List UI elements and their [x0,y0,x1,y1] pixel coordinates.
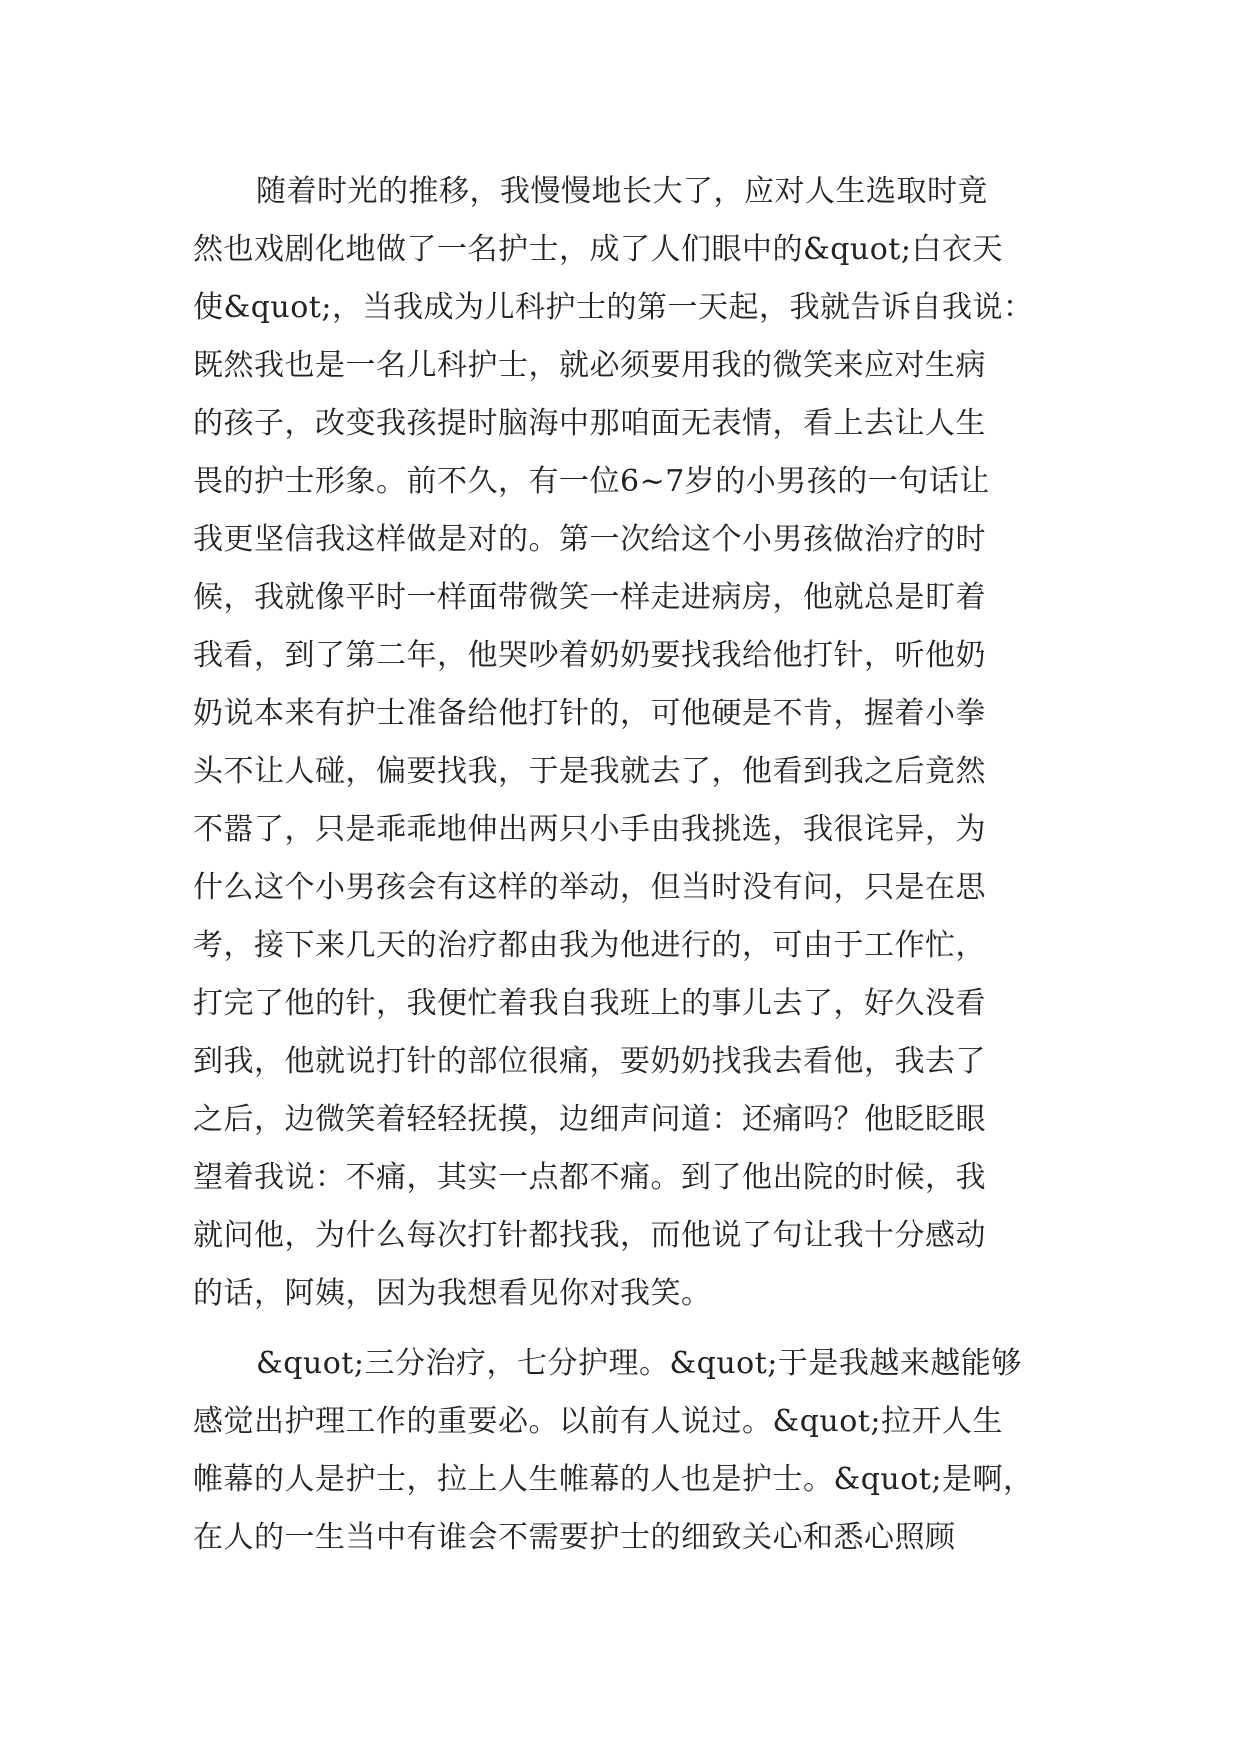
paragraph-2 [193,1335,1063,1567]
text-line: 我更坚信我这样做是对的。第一次给这个小男孩做治疗的时 [193,522,986,557]
text-line: 然也戏剧化地做了一名护士，成了人们眼中的&quot;白衣天 [193,232,1003,267]
text-line: 考，接下来几天的治疗都由我为他进行的，可由于工作忙， [193,928,986,963]
text-line: 不嚣了，只是乖乖地伸出两只小手由我挑选，我很诧异，为 [193,812,986,847]
paragraph-1 [193,163,1063,1323]
text-line: 畏的护士形象。前不久，有一位6~7岁的小男孩的一句话让 [193,464,990,499]
text-line: 我看，到了第二年，他哭吵着奶奶要找我给他打针，听他奶 [193,638,986,673]
text-line: 望着我说：不痛，其实一点都不痛。到了他出院的时候，我 [193,1160,986,1195]
text-line: 候，我就像平时一样面带微笑一样走进病房，他就总是盯着 [193,580,986,615]
text-line: 在人的一生当中有谁会不需要护士的细致关心和悉心照顾 [193,1520,956,1555]
text-line: 奶说本来有护士准备给他打针的，可他硬是不肯，握着小拳 [193,696,986,731]
text-line: &quot;三分治疗，七分护理。&quot;于是我越来越能够 [256,1346,1022,1381]
text-line: 之后，边微笑着轻轻抚摸，边细声问道：还痛吗？他眨眨眼 [193,1102,986,1137]
text-line: 打完了他的针，我便忙着我自我班上的事儿去了，好久没看 [193,986,986,1021]
text-line: 的孩子，改变我孩提时脑海中那咱面无表情，看上去让人生 [193,406,986,441]
text-line: 使&quot;，当我成为儿科护士的第一天起，我就告诉自我说： [193,290,1034,325]
text-line: 到我，他就说打针的部位很痛，要奶奶找我去看他，我去了 [193,1044,986,1079]
paragraph-spacer [193,1323,1063,1335]
text-line: 就问他，为什么每次打针都找我，而他说了句让我十分感动 [193,1218,986,1253]
text-line: 感觉出护理工作的重要必。以前有人说过。&quot;拉开人生 [193,1404,1003,1439]
text-line: 什么这个小男孩会有这样的举动，但当时没有问，只是在思 [193,870,986,905]
text-line: 的话，阿姨，因为我想看见你对我笑。 [193,1276,712,1311]
text-line: 头不让人碰，偏要找我，于是我就去了，他看到我之后竟然 [193,754,986,789]
text-line: 随着时光的推移，我慢慢地长大了，应对人生选取时竟 [256,174,988,209]
text-line: 帷幕的人是护士，拉上人生帷幕的人也是护士。&quot;是啊， [193,1462,1034,1497]
body-text [193,163,1063,1567]
text-line: 既然我也是一名儿科护士，就必须要用我的微笑来应对生病 [193,348,986,383]
